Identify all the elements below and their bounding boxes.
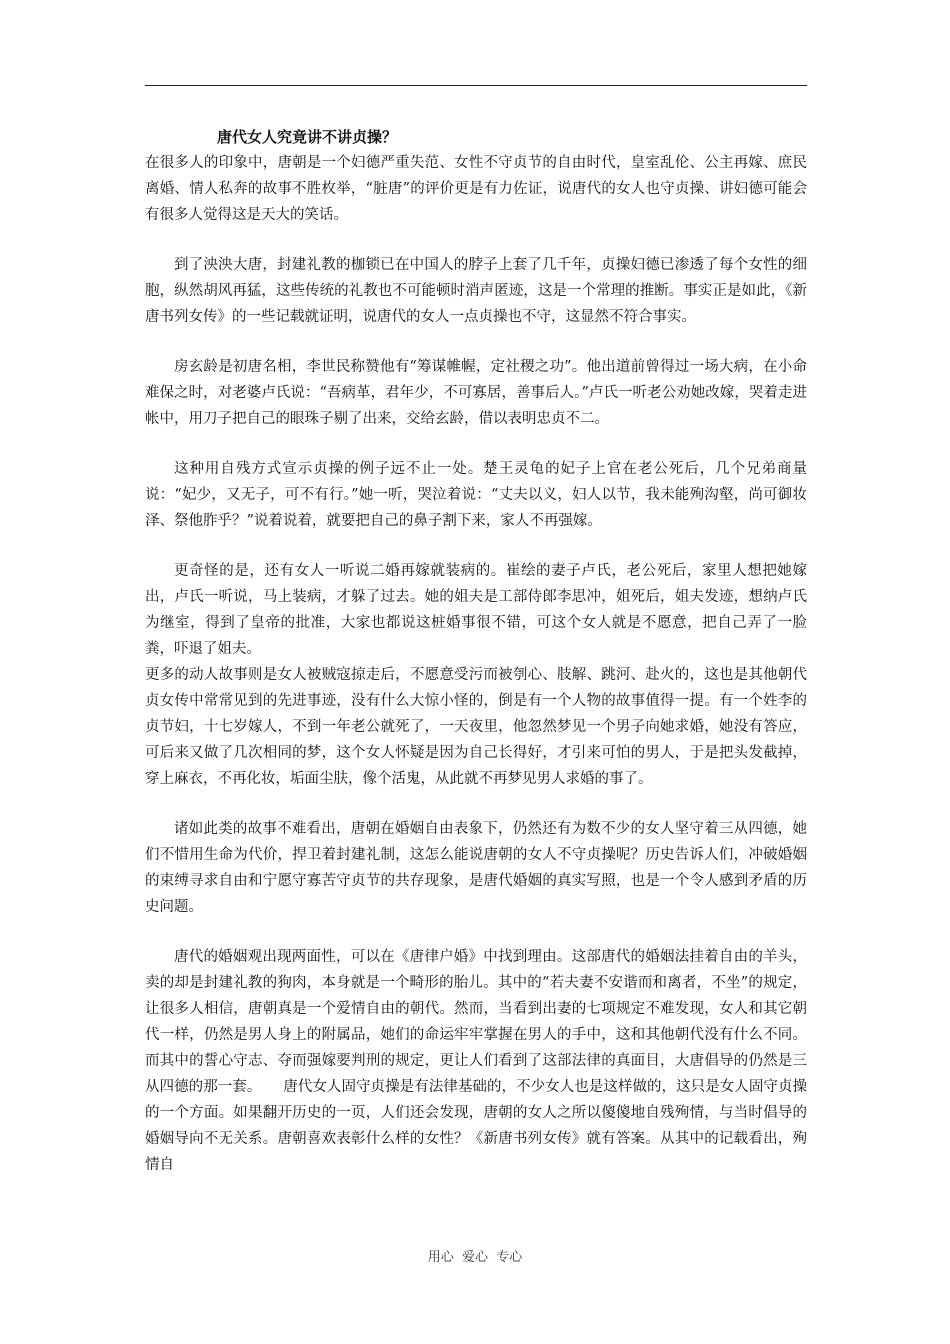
paragraph: 更多的动人故事则是女人被贼寇掠走后，不愿意受污而被刳心、肢解、跳河、赴火的，这也是其他朝代贞女传中常常见到的先进事迹，没有什么大惊小怪的，倒是有一个人物的故事值得一提。有一个姓李的贞节妇，十七岁嫁人，不到一年老公就死了，一天夜里，他忽然梦见一个男子向她求婚，她没有答应，可后来又做了几次相同的梦，这个女人怀疑是因为自己长得好，才引来可怕的男人，于是把头发截掉，穿上麻衣，不再化妆，垢面尘肤，像个活鬼，从此就不再梦见男人求婚的事了。 bbox=[145, 667, 807, 787]
paragraph: 更奇怪的是，还有女人一听说二婚再嫁就装病的。崔绘的妻子卢氏，老公死后，家里人想把她嫁出，卢氏一听说，马上装病，才躲了过去。她的姐夫是工部侍郎李思冲，姐死后，姐夫发迹，想纳卢氏为继室，得到了皇帝的批准，大家也都说这桩婚事很不错，可这个女人就是不愿意，把自己弄了一脸粪，吓退了姐夫。 bbox=[145, 563, 807, 657]
document-body bbox=[145, 124, 807, 1178]
paragraph: 唐代的婚姻观出现两面性，可以在《唐律户婚》中找到理由。这部唐代的婚姻法挂着自由的羊头，卖的却是封建礼教的狗肉，本身就是一个畸形的胎儿。其中的“若夫妻不安谐而和离者，不坐”的规定，让很多人相信，唐朝真是一个爱情自由的朝代。然而，当看到出妻的七项规定不难发现，女人和其它朝代一样，仍然是男人身上的附属品，她们的命运牢牢掌握在男人的手中，这和其他朝代没有什么不同。而其中的誓心守志、夺而强嫁要判刑的规定，更让人们看到了这部法律的真面目，大唐倡导的仍然是三从四德的那一套。 唐代女人固守贞操是有法律基础的，不少女人也是这样做的，这只是女人固守贞操的一个方面。如果翻开历史的一页，人们还会发现，唐朝的女人之所以傻傻地自残殉情，与当时倡导的婚姻导向不无关系。唐朝喜欢表彰什么样的女性？《新唐书列女传》就有答案。从其中的记载看出，殉情自 bbox=[145, 949, 807, 1173]
document-title: 唐代女人究竟讲不讲贞操？ bbox=[217, 128, 398, 146]
paragraph: 房玄龄是初唐名相，李世民称赞他有“筹谋帷幄，定社稷之功”。他出道前曾得过一场大病，在小命难保之时，对老婆卢氏说：“吾病革，君年少，不可寡居，善事后人。”卢氏一听老公劝她改嫁，哭着走进帐中，用刀子把自己的眼珠子剔了出来，交给玄龄，借以表明忠贞不二。 bbox=[145, 359, 807, 427]
paragraph: 在很多人的印象中，唐朝是一个妇德严重失范、女性不守贞节的自由时代，皇室乱伦、公主再嫁、庶民离婚、情人私奔的故事不胜枚举，“脏唐”的评价更是有力佐证，说唐代的女人也守贞操、讲妇德可能会有很多人觉得这是天大的笑话。 bbox=[145, 155, 807, 223]
paragraph: 诸如此类的故事不难看出，唐朝在婚姻自由表象下，仍然还有为数不少的女人坚守着三从四德，她们不惜用生命为代价，捍卫着封建礼制，这怎么能说唐朝的女人不守贞操呢？历史告诉人们，冲破婚姻的束缚寻求自由和宁愿守寡苦守贞节的共存现象，是唐代婚姻的真实写照，也是一个令人感到矛盾的历史问题。 bbox=[145, 821, 807, 915]
paragraph: 到了泱泱大唐，封建礼教的枷锁已在中国人的脖子上套了几千年，贞操妇德已渗透了每个女性的细胞，纵然胡风再猛，这些传统的礼教也不可能顿时消声匿迹，这是一个常理的推断。事实正是如此，《新唐书列女传》的一些记载就证明，说唐代的女人一点贞操也不守，这显然不符合事实。 bbox=[145, 257, 807, 325]
page-footer: 用心 爱心 专心 bbox=[427, 1250, 523, 1265]
paragraph: 这种用自残方式宣示贞操的例子远不止一处。楚王灵龟的妃子上官在老公死后，几个兄弟商量说：“妃少，又无子，可不有行。”她一听，哭泣着说：“丈夫以义，妇人以节，我未能殉沟壑，尚可御妆泽、祭他胙乎？”说着说着，就要把自己的鼻子割下来，家人不再强嫁。 bbox=[145, 461, 807, 529]
header-rule bbox=[145, 85, 807, 86]
